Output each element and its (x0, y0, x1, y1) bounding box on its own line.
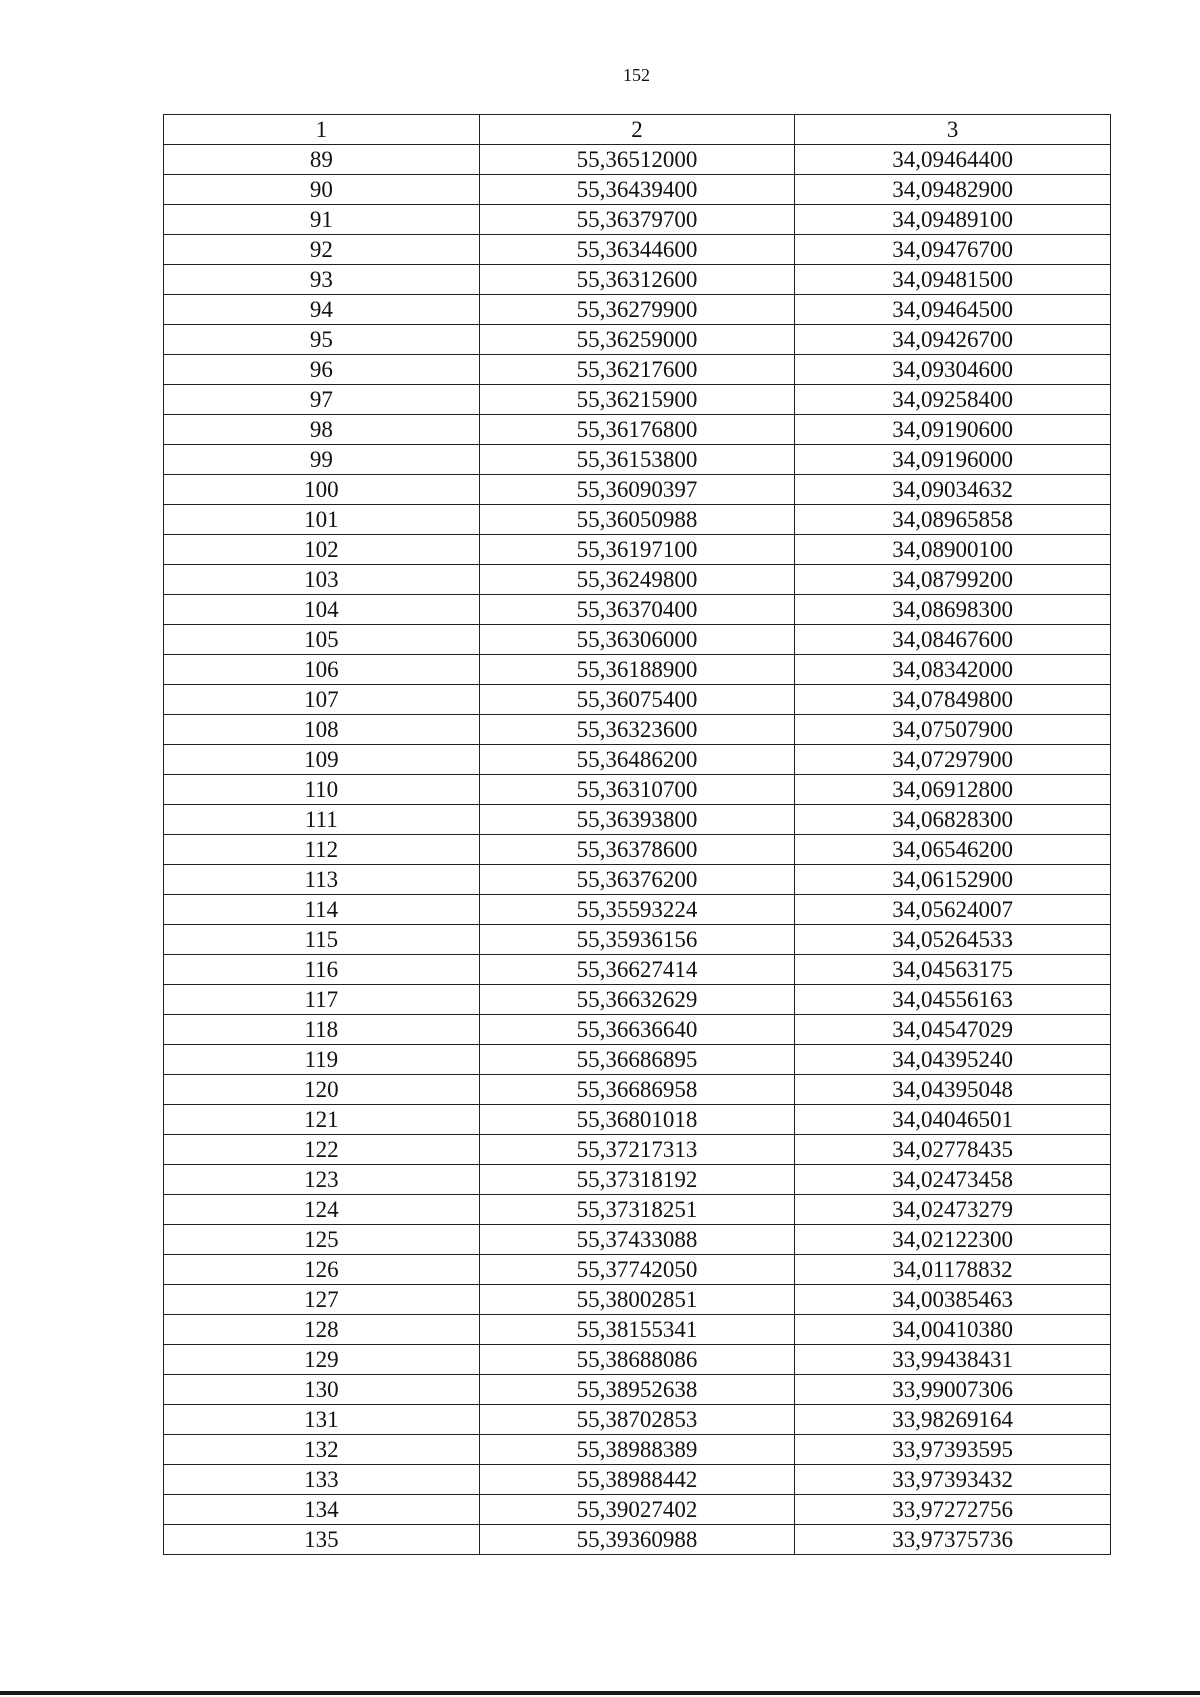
table-row (164, 1405, 1111, 1435)
point-number-cell: 135 (164, 1525, 480, 1555)
coordinate-y-cell: 34,06828300 (795, 805, 1111, 835)
point-number-cell: 108 (164, 715, 480, 745)
coordinate-y-cell: 34,02778435 (795, 1135, 1111, 1165)
coordinate-x-cell: 55,36279900 (479, 295, 795, 325)
table-row (164, 475, 1111, 505)
table-row (164, 985, 1111, 1015)
column-header-1: 1 (164, 115, 480, 145)
point-number-cell: 120 (164, 1075, 480, 1105)
table-row (164, 325, 1111, 355)
table-row (164, 835, 1111, 865)
coordinate-y-cell: 34,09482900 (795, 175, 1111, 205)
coordinate-x-cell: 55,38988389 (479, 1435, 795, 1465)
coordinate-x-cell: 55,38155341 (479, 1315, 795, 1345)
coordinate-x-cell: 55,36197100 (479, 535, 795, 565)
point-number-cell: 115 (164, 925, 480, 955)
point-number-cell: 98 (164, 415, 480, 445)
point-number-cell: 129 (164, 1345, 480, 1375)
coordinate-x-cell: 55,36636640 (479, 1015, 795, 1045)
table-row (164, 1045, 1111, 1075)
table-row (164, 1345, 1111, 1375)
table-row (164, 1435, 1111, 1465)
point-number-cell: 90 (164, 175, 480, 205)
point-number-cell: 122 (164, 1135, 480, 1165)
point-number-cell: 114 (164, 895, 480, 925)
table-row (164, 505, 1111, 535)
point-number-cell: 93 (164, 265, 480, 295)
coordinate-y-cell: 34,09476700 (795, 235, 1111, 265)
coordinate-y-cell: 34,06912800 (795, 775, 1111, 805)
coordinate-y-cell: 34,05624007 (795, 895, 1111, 925)
table-row (164, 1315, 1111, 1345)
coordinate-y-cell: 33,97272756 (795, 1495, 1111, 1525)
coordinate-y-cell: 34,01178832 (795, 1255, 1111, 1285)
coordinate-y-cell: 33,99007306 (795, 1375, 1111, 1405)
coordinate-y-cell: 33,99438431 (795, 1345, 1111, 1375)
coordinate-y-cell: 33,97393595 (795, 1435, 1111, 1465)
coordinate-y-cell: 34,06546200 (795, 835, 1111, 865)
coordinate-x-cell: 55,38988442 (479, 1465, 795, 1495)
point-number-cell: 106 (164, 655, 480, 685)
table-body (164, 145, 1111, 1555)
table-row (164, 1525, 1111, 1555)
table-row (164, 625, 1111, 655)
point-number-cell: 127 (164, 1285, 480, 1315)
table-row (164, 1195, 1111, 1225)
coordinate-x-cell: 55,36627414 (479, 955, 795, 985)
point-number-cell: 112 (164, 835, 480, 865)
coordinate-y-cell: 34,04563175 (795, 955, 1111, 985)
table-row (164, 955, 1111, 985)
coordinate-y-cell: 34,09426700 (795, 325, 1111, 355)
coordinate-x-cell: 55,35936156 (479, 925, 795, 955)
table-row (164, 1375, 1111, 1405)
coordinate-x-cell: 55,38002851 (479, 1285, 795, 1315)
coordinate-x-cell: 55,36370400 (479, 595, 795, 625)
point-number-cell: 130 (164, 1375, 480, 1405)
point-number-cell: 95 (164, 325, 480, 355)
point-number-cell: 118 (164, 1015, 480, 1045)
coordinate-y-cell: 34,04395048 (795, 1075, 1111, 1105)
coordinate-x-cell: 55,35593224 (479, 895, 795, 925)
point-number-cell: 124 (164, 1195, 480, 1225)
table-row (164, 685, 1111, 715)
table-row (164, 265, 1111, 295)
table-row (164, 805, 1111, 835)
point-number-cell: 116 (164, 955, 480, 985)
coordinate-x-cell: 55,39360988 (479, 1525, 795, 1555)
coordinate-x-cell: 55,36050988 (479, 505, 795, 535)
coordinate-x-cell: 55,36344600 (479, 235, 795, 265)
coordinate-y-cell: 34,08965858 (795, 505, 1111, 535)
coordinate-x-cell: 55,36393800 (479, 805, 795, 835)
coordinate-x-cell: 55,36259000 (479, 325, 795, 355)
point-number-cell: 92 (164, 235, 480, 265)
coordinate-y-cell: 33,98269164 (795, 1405, 1111, 1435)
coordinate-y-cell: 34,02122300 (795, 1225, 1111, 1255)
coordinate-x-cell: 55,37433088 (479, 1225, 795, 1255)
table-row (164, 565, 1111, 595)
coordinate-y-cell: 34,08342000 (795, 655, 1111, 685)
point-number-cell: 134 (164, 1495, 480, 1525)
point-number-cell: 113 (164, 865, 480, 895)
coordinate-y-cell: 34,06152900 (795, 865, 1111, 895)
table-row (164, 1465, 1111, 1495)
coordinate-x-cell: 55,36090397 (479, 475, 795, 505)
point-number-cell: 101 (164, 505, 480, 535)
table-row (164, 1105, 1111, 1135)
coordinate-y-cell: 34,04547029 (795, 1015, 1111, 1045)
coordinate-x-cell: 55,37742050 (479, 1255, 795, 1285)
coordinate-y-cell: 34,09304600 (795, 355, 1111, 385)
point-number-cell: 97 (164, 385, 480, 415)
table-row (164, 1015, 1111, 1045)
coordinate-x-cell: 55,36686895 (479, 1045, 795, 1075)
table-row (164, 595, 1111, 625)
coordinate-y-cell: 34,07849800 (795, 685, 1111, 715)
table-row (164, 655, 1111, 685)
coordinate-x-cell: 55,36686958 (479, 1075, 795, 1105)
table-row (164, 385, 1111, 415)
table-row (164, 1165, 1111, 1195)
point-number-cell: 103 (164, 565, 480, 595)
coordinate-x-cell: 55,36188900 (479, 655, 795, 685)
coordinate-x-cell: 55,36379700 (479, 205, 795, 235)
coordinate-y-cell: 34,07297900 (795, 745, 1111, 775)
coordinate-y-cell: 34,08799200 (795, 565, 1111, 595)
table-row (164, 1225, 1111, 1255)
table-row (164, 715, 1111, 745)
coordinate-y-cell: 34,04046501 (795, 1105, 1111, 1135)
point-number-cell: 117 (164, 985, 480, 1015)
point-number-cell: 121 (164, 1105, 480, 1135)
point-number-cell: 109 (164, 745, 480, 775)
coordinate-y-cell: 34,02473458 (795, 1165, 1111, 1195)
coordinate-y-cell: 34,09464400 (795, 145, 1111, 175)
coordinate-y-cell: 34,08900100 (795, 535, 1111, 565)
coordinate-y-cell: 34,09481500 (795, 265, 1111, 295)
coordinate-x-cell: 55,39027402 (479, 1495, 795, 1525)
coordinate-x-cell: 55,37217313 (479, 1135, 795, 1165)
table-row (164, 1075, 1111, 1105)
coordinate-x-cell: 55,36306000 (479, 625, 795, 655)
point-number-cell: 94 (164, 295, 480, 325)
coordinate-y-cell: 34,08698300 (795, 595, 1111, 625)
table-row (164, 295, 1111, 325)
point-number-cell: 133 (164, 1465, 480, 1495)
coordinate-x-cell: 55,37318192 (479, 1165, 795, 1195)
coordinate-x-cell: 55,36249800 (479, 565, 795, 595)
coordinate-y-cell: 34,02473279 (795, 1195, 1111, 1225)
coordinate-x-cell: 55,36310700 (479, 775, 795, 805)
coordinate-x-cell: 55,36075400 (479, 685, 795, 715)
point-number-cell: 89 (164, 145, 480, 175)
coordinate-y-cell: 34,09489100 (795, 205, 1111, 235)
coordinate-x-cell: 55,36801018 (479, 1105, 795, 1135)
coordinate-x-cell: 55,36439400 (479, 175, 795, 205)
point-number-cell: 119 (164, 1045, 480, 1075)
point-number-cell: 111 (164, 805, 480, 835)
point-number-cell: 107 (164, 685, 480, 715)
point-number-cell: 100 (164, 475, 480, 505)
coordinate-x-cell: 55,36176800 (479, 415, 795, 445)
table-row (164, 535, 1111, 565)
point-number-cell: 132 (164, 1435, 480, 1465)
table-row (164, 205, 1111, 235)
table-row (164, 925, 1111, 955)
coordinate-y-cell: 33,97375736 (795, 1525, 1111, 1555)
table-row (164, 415, 1111, 445)
coordinate-y-cell: 34,00385463 (795, 1285, 1111, 1315)
table-header-row (164, 115, 1111, 145)
coordinate-x-cell: 55,38952638 (479, 1375, 795, 1405)
table-row (164, 895, 1111, 925)
table-row (164, 445, 1111, 475)
point-number-cell: 91 (164, 205, 480, 235)
bottom-rule (0, 1691, 1200, 1695)
point-number-cell: 99 (164, 445, 480, 475)
table-row (164, 1255, 1111, 1285)
table-row (164, 1495, 1111, 1525)
coordinate-x-cell: 55,36486200 (479, 745, 795, 775)
point-number-cell: 96 (164, 355, 480, 385)
coordinate-y-cell: 34,08467600 (795, 625, 1111, 655)
coordinate-y-cell: 33,97393432 (795, 1465, 1111, 1495)
coordinate-y-cell: 34,09258400 (795, 385, 1111, 415)
coordinate-x-cell: 55,36217600 (479, 355, 795, 385)
coordinate-y-cell: 34,09464500 (795, 295, 1111, 325)
coordinate-y-cell: 34,05264533 (795, 925, 1111, 955)
coordinate-x-cell: 55,36323600 (479, 715, 795, 745)
coordinates-table-container (163, 114, 1111, 1555)
coordinate-x-cell: 55,36376200 (479, 865, 795, 895)
coordinate-x-cell: 55,38688086 (479, 1345, 795, 1375)
coordinates-table (163, 114, 1111, 1555)
coordinate-x-cell: 55,36632629 (479, 985, 795, 1015)
point-number-cell: 102 (164, 535, 480, 565)
coordinate-y-cell: 34,04556163 (795, 985, 1111, 1015)
table-row (164, 145, 1111, 175)
coordinate-y-cell: 34,09034632 (795, 475, 1111, 505)
table-row (164, 235, 1111, 265)
page-number: 152 (623, 65, 650, 85)
point-number-cell: 110 (164, 775, 480, 805)
point-number-cell: 128 (164, 1315, 480, 1345)
table-row (164, 745, 1111, 775)
coordinate-x-cell: 55,36512000 (479, 145, 795, 175)
point-number-cell: 105 (164, 625, 480, 655)
coordinate-x-cell: 55,38702853 (479, 1405, 795, 1435)
coordinate-x-cell: 55,37318251 (479, 1195, 795, 1225)
coordinate-y-cell: 34,04395240 (795, 1045, 1111, 1075)
table-row (164, 355, 1111, 385)
coordinate-y-cell: 34,00410380 (795, 1315, 1111, 1345)
table-row (164, 1285, 1111, 1315)
coordinate-y-cell: 34,09196000 (795, 445, 1111, 475)
point-number-cell: 104 (164, 595, 480, 625)
coordinate-x-cell: 55,36312600 (479, 265, 795, 295)
table-row (164, 775, 1111, 805)
table-row (164, 865, 1111, 895)
column-header-2: 2 (479, 115, 795, 145)
point-number-cell: 123 (164, 1165, 480, 1195)
column-header-3: 3 (795, 115, 1111, 145)
point-number-cell: 126 (164, 1255, 480, 1285)
coordinate-y-cell: 34,07507900 (795, 715, 1111, 745)
coordinate-x-cell: 55,36153800 (479, 445, 795, 475)
point-number-cell: 125 (164, 1225, 480, 1255)
table-row (164, 1135, 1111, 1165)
coordinate-x-cell: 55,36378600 (479, 835, 795, 865)
table-row (164, 175, 1111, 205)
coordinate-x-cell: 55,36215900 (479, 385, 795, 415)
coordinate-y-cell: 34,09190600 (795, 415, 1111, 445)
point-number-cell: 131 (164, 1405, 480, 1435)
